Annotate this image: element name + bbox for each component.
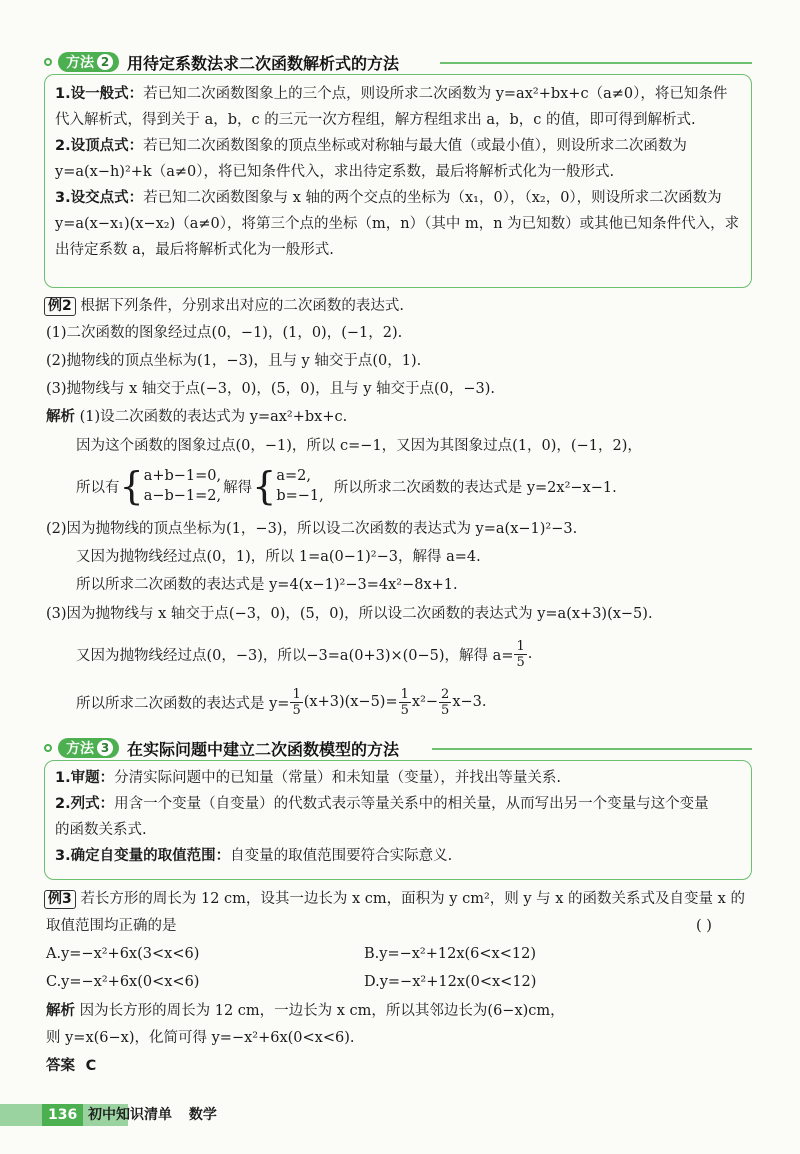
answer-value: C xyxy=(85,1058,97,1074)
method-tag-text: 方法 xyxy=(66,55,94,71)
example2-solution-line5: 又因为抛物线经过点(0，1)，所以 1=a(0−1)²−3，解得 a=4. xyxy=(76,549,481,565)
solution-text: 又因为抛物线经过点(0，−3)，所以−3=a(0+3)×(0−5)，解得 a= xyxy=(76,647,514,664)
solution-text: (x+3)(x−5)= xyxy=(303,694,398,710)
equation: b=−1, xyxy=(276,488,324,504)
method2-item1-line1 xyxy=(55,84,739,110)
item-label: 2.设顶点式： xyxy=(55,138,144,154)
denominator: 5 xyxy=(441,702,450,718)
fraction xyxy=(439,687,451,718)
item-text: y=a(x−x₁)(x−x₂)（a≠0），将第三个点的坐标（m，n）（其中 m，n 为已知数）或其他已知条件代入，求 xyxy=(55,216,740,232)
method3-tag xyxy=(58,738,119,758)
equation: a+b−1=0, xyxy=(143,468,222,484)
example2-question-text: 根据下列条件，分别求出对应的二次函数的表达式. xyxy=(80,298,404,314)
method3-item3 xyxy=(55,846,709,872)
example3-question-text: 若长方形的周长为 12 cm，设其一边长为 x cm，面积为 y cm²，则 y 与 x 的函数关系式及自变量 x 的 xyxy=(80,891,745,907)
item-text: 的函数关系式. xyxy=(55,822,147,838)
method2-header xyxy=(44,51,399,73)
fraction xyxy=(290,687,302,718)
method2-item3-line1 xyxy=(55,188,739,214)
item-text: 自变量的取值范围要符合实际意义. xyxy=(230,848,453,864)
denominator: 5 xyxy=(516,654,525,670)
solution-text: 所以所求二次函数的表达式是 y=2x²−x−1. xyxy=(333,479,617,496)
example2-label: 例2 xyxy=(44,297,76,316)
method2-tag xyxy=(58,52,119,72)
method2-item2-line2 xyxy=(55,162,739,188)
solution-text: 解得 xyxy=(223,479,253,496)
numerator: 1 xyxy=(292,686,301,702)
solution-text: 因为长方形的周长为 12 cm，一边长为 x cm，所以其邻边长为(6−x)cm， xyxy=(79,1003,565,1019)
method2-item2-line1 xyxy=(55,136,739,162)
method2-item3-line3 xyxy=(55,240,739,266)
example3-answer xyxy=(46,1056,96,1076)
item-label: 1.设一般式： xyxy=(55,86,144,102)
method-tag-text: 方法 xyxy=(66,741,94,757)
answer-bracket: ( ) xyxy=(696,918,712,934)
fraction xyxy=(514,639,526,670)
method-number: 2 xyxy=(97,54,113,70)
denominator: 5 xyxy=(400,702,409,718)
example2-solution-line9 xyxy=(76,682,487,722)
numerator: 1 xyxy=(400,686,409,702)
example3-question-line1 xyxy=(44,889,745,909)
example2-part2: (2)抛物线的顶点坐标为(1，−3)，且与 y 轴交于点(0，1). xyxy=(46,353,422,369)
solution-system xyxy=(276,466,323,506)
example2-solution-line4: (2)因为抛物线的顶点坐标为(1，−3)，所以设二次函数的表达式为 y=a(x−1)²−3. xyxy=(46,521,578,537)
option-c[interactable]: C.y=−x²+6x(0<x<6) xyxy=(46,974,200,990)
example2-solution-line8 xyxy=(76,634,532,674)
divider-line xyxy=(440,62,752,64)
method3-title: 在实际问题中建立二次函数模型的方法 xyxy=(127,739,400,759)
item-text: 代入解析式，得到关于 a，b，c 的三元一次方程组，解方程组求出 a，b，c 的值，即可得到解析式. xyxy=(55,112,696,128)
divider-line xyxy=(432,748,752,750)
item-text: y=a(x−h)²+k（a≠0），将已知条件代入，求出待定系数，最后将解析式化为一般形式. xyxy=(55,164,615,180)
method2-content xyxy=(55,84,739,266)
item-text: 若已知二次函数图象与 x 轴的两个交点的坐标为（x₁，0），（x₂，0），则设所求二次函数为 xyxy=(143,190,722,206)
example2-solution-line7: (3)因为抛物线与 x 轴交于点(−3，0)，(5，0)，所以设二次函数的表达式为 y=a(x+3)(x−5). xyxy=(46,606,653,622)
item-label: 3.确定自变量的取值范围： xyxy=(55,848,231,864)
method3-item2-line1 xyxy=(55,794,709,820)
example2-part3: (3)抛物线与 x 轴交于点(−3，0)，(5，0)，且与 y 轴交于点(0，−3). xyxy=(46,381,496,397)
example2-part1: (1)二次函数的图象经过点(0，−1)，(1，0)，(−1，2). xyxy=(46,325,403,341)
example2-question xyxy=(44,296,404,316)
method2-item1-line2 xyxy=(55,110,739,136)
answer-label: 答案 xyxy=(46,1058,75,1074)
example3-label: 例3 xyxy=(44,890,76,909)
method2-item3-line2 xyxy=(55,214,739,240)
item-text: 若已知二次函数图象上的三个点，则设所求二次函数为 y=ax²+bx+c（a≠0），将已知条件 xyxy=(143,86,728,102)
subject-title: 数学 xyxy=(188,1107,217,1123)
example3-solution-line2: 则 y=x(6−x)，化简可得 y=−x²+6x(0<x<6). xyxy=(46,1030,355,1046)
option-d[interactable]: D.y=−x²+12x(0<x<12) xyxy=(364,974,537,990)
bullet-dot-icon xyxy=(44,58,52,66)
example2-solution-line6: 所以所求二次函数的表达式是 y=4(x−1)²−3=4x²−8x+1. xyxy=(76,577,458,593)
example3-question-line2: 取值范围均正确的是 xyxy=(46,918,177,934)
item-label: 1.审题： xyxy=(55,770,115,786)
method3-item1 xyxy=(55,768,709,794)
equation: a−b−1=2, xyxy=(143,488,222,504)
numerator: 1 xyxy=(516,638,525,654)
item-text: 分清实际问题中的已知量（常量）和未知量（变量），并找出等量关系. xyxy=(114,770,561,786)
item-label: 3.设交点式： xyxy=(55,190,144,206)
item-text: 出待定系数 a，最后将解析式化为一般形式. xyxy=(55,242,334,258)
equation-system xyxy=(144,466,221,506)
solution-text: (1)设二次函数的表达式为 y=ax²+bx+c. xyxy=(79,409,348,425)
example2-solution-line1 xyxy=(46,407,347,427)
bullet-dot-icon xyxy=(44,744,52,752)
item-text: 若已知二次函数图象的顶点坐标或对称轴与最大值（或最小值），则设所求二次函数为 xyxy=(143,138,687,154)
solution-text: . xyxy=(527,646,533,662)
method-number: 3 xyxy=(97,740,113,756)
denominator: 5 xyxy=(292,702,301,718)
example2-system-line xyxy=(76,464,617,508)
method3-content xyxy=(55,768,709,872)
fraction xyxy=(399,687,411,718)
example2-solution-line2: 因为这个函数的图象过点(0，−1)，所以 c=−1，又因为其图象过点(1，0)，(−1，2)， xyxy=(76,438,642,454)
method2-title: 用待定系数法求二次函数解析式的方法 xyxy=(127,53,400,73)
solution-text: 所以有 xyxy=(76,479,120,496)
brace-icon: { xyxy=(119,464,144,508)
page-number: 136 xyxy=(42,1104,83,1126)
solution-label: 解析 xyxy=(46,409,75,425)
item-text: 用含一个变量（自变量）的代数式表示等量关系中的相关量，从而写出另一个变量与这个变量 xyxy=(114,796,709,812)
brace-icon: { xyxy=(252,464,277,508)
solution-text: x−3. xyxy=(452,694,487,710)
equation: a=2, xyxy=(276,468,311,484)
option-a[interactable]: A.y=−x²+6x(3<x<6) xyxy=(46,946,200,962)
method3-item2-line2 xyxy=(55,820,709,846)
book-title: 初中知识清单 xyxy=(88,1107,172,1123)
solution-text: 所以所求二次函数的表达式是 y= xyxy=(76,695,290,712)
solution-text: x²− xyxy=(411,694,439,710)
numerator: 2 xyxy=(441,686,450,702)
example3-solution-line1 xyxy=(46,1001,565,1021)
item-label: 2.列式： xyxy=(55,796,115,812)
solution-label: 解析 xyxy=(46,1003,75,1019)
footer-title xyxy=(88,1106,217,1124)
method3-header xyxy=(44,737,399,759)
option-b[interactable]: B.y=−x²+12x(6<x<12) xyxy=(364,946,536,962)
